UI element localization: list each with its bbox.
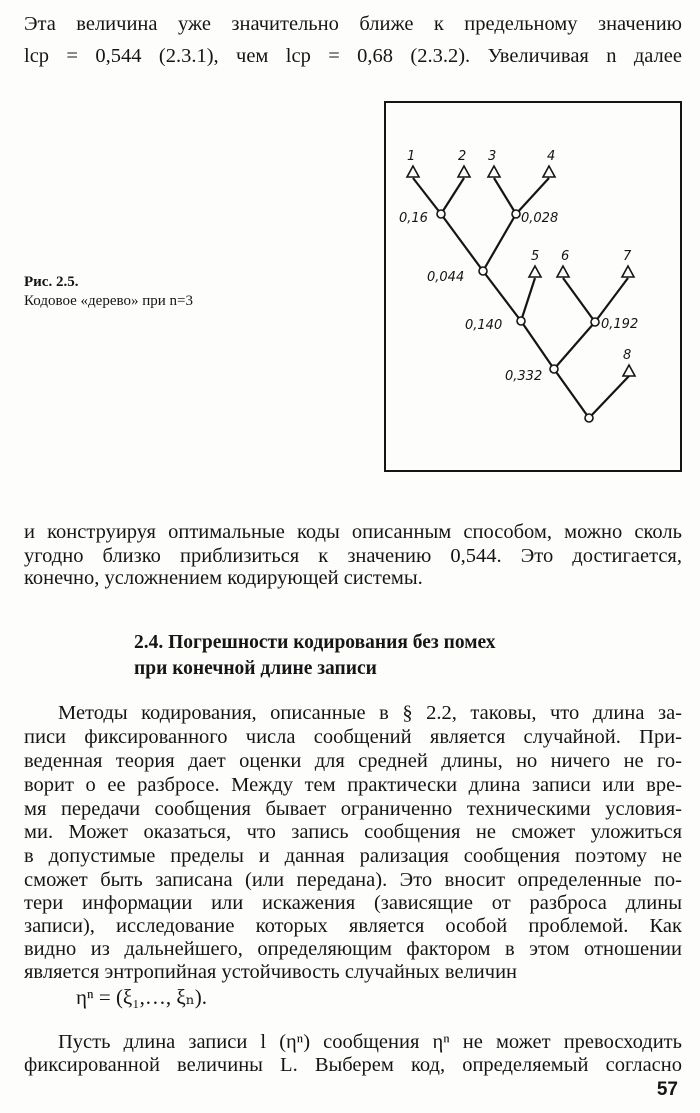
figure-caption-text: Кодовое «дерево» при n=3 (24, 293, 193, 309)
leaf-triangle (557, 266, 569, 277)
node-weight-label: 0,332 (505, 369, 543, 384)
leaf-label: 6 (561, 249, 570, 264)
text-line: сможет быть записана (или передана). Это вносит определенные по- (24, 869, 682, 891)
node-weight-label: 0,028 (521, 211, 559, 226)
text-line: ми. Может оказаться, что запись сообщения не сможет уложиться (24, 821, 682, 843)
text-line: писи фиксированного числа сообщений является случайной. При- (24, 726, 682, 748)
tree-node (550, 365, 558, 373)
section-heading (134, 630, 496, 682)
text-line: тери информации или искажения (зависящие от разброса длины (24, 892, 682, 914)
tree-node (437, 210, 445, 218)
text-line: мя передачи сообщения бывает ограниченно техническими условия- (24, 798, 682, 820)
leaf-triangle (622, 266, 634, 277)
text-line: записи), исследование которых является особой проблемой. Как (24, 915, 682, 937)
tree-node (591, 318, 599, 326)
section-heading-line: при конечной длине записи (134, 658, 377, 679)
leaf-label: 5 (531, 249, 540, 264)
tree-node (512, 210, 520, 218)
leaf-triangle (458, 166, 470, 177)
leaf-triangle (543, 166, 555, 177)
text-line: является энтропийная устойчивость случайных величин (24, 961, 518, 983)
tree-node-root (585, 414, 593, 422)
text-line: и конструируя оптимальные коды описанным способом, можно сколь (24, 521, 682, 543)
tree-node (479, 267, 487, 275)
leaf-label: 8 (623, 348, 632, 363)
leaf-label: 4 (547, 149, 556, 164)
formula: ηⁿ = (ξ₁,…, ξₙ). (76, 985, 208, 1009)
text-line: в допустимые пределы и данная рализация сообщения поэтому не (24, 845, 682, 867)
leaf-triangle (529, 266, 541, 277)
leaf-label: 3 (488, 149, 497, 164)
text-line: фиксированной величины L. Выберем код, определяемый согласно (24, 1054, 682, 1076)
leaf-label: 2 (458, 149, 467, 164)
text-line: Методы кодирования, описанные в § 2.2, таковы, что длина за- (58, 702, 682, 724)
figure-caption-title: Рис. 2.5. (24, 274, 79, 290)
text-line: lср = 0,544 (2.3.1), чем lср = 0,68 (2.3.2). Увеличивая n далее (24, 45, 682, 67)
text-line: веденная теория дает оценки для средней длины, но ничего не го- (24, 750, 682, 772)
node-weight-label: 0,044 (427, 270, 465, 285)
node-weight-label: 0,140 (465, 318, 503, 333)
page-number: 57 (656, 1079, 678, 1100)
node-weight-label: 0,16 (399, 211, 428, 226)
tree-node (517, 317, 525, 325)
leaf-triangle (623, 365, 635, 376)
text-line: Эта величина уже значительно ближе к предельному значению (24, 13, 682, 35)
leaf-triangle (407, 166, 419, 177)
text-line: Пусть длина записи l (ηⁿ) сообщения ηⁿ не может превосходить (58, 1031, 682, 1053)
section-heading-line: 2.4. Погрешности кодирования без помех (134, 632, 496, 653)
node-weight-label: 0,192 (601, 317, 639, 332)
text-line: ворит о ее разбросе. Между тем практически длина записи или вре- (24, 774, 682, 796)
leaf-triangle (488, 166, 500, 177)
text-line: конечно, усложнением кодирующей системы. (24, 567, 423, 589)
leaf-label: 1 (407, 149, 416, 164)
text-line: видно из дальнейшего, определяющим фактором в этом отношении (24, 938, 682, 960)
leaf-label: 7 (623, 249, 632, 264)
figure-caption (24, 273, 193, 311)
text-line: угодно близко приблизиться к значению 0,544. Это достигается, (24, 545, 682, 567)
code-tree-figure (383, 100, 683, 474)
